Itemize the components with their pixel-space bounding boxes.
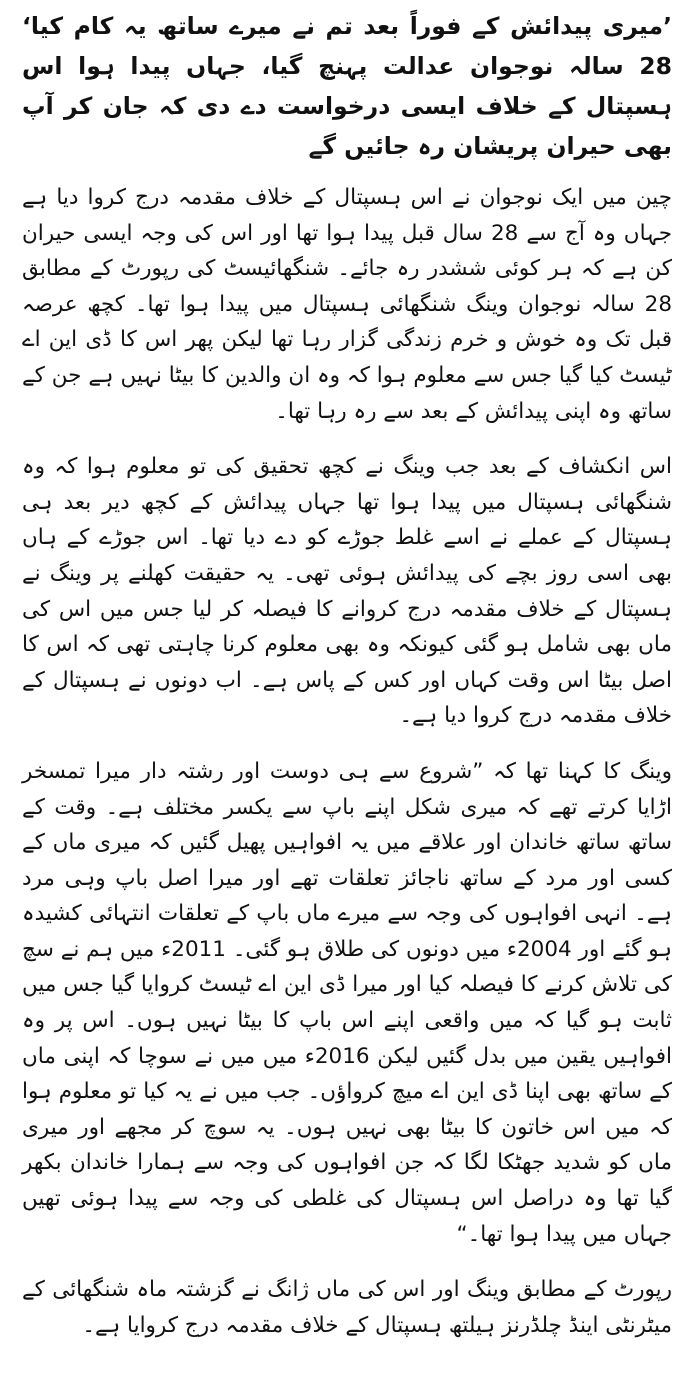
article-paragraph-3: وینگ کا کہنا تھا کہ ”شروع سے ہی دوست اور رشتہ دار میرا تمسخر اڑایا کرتے تھے کہ میری شکل اپنے باپ سے یکسر مختلف ہے۔ وقت کے ساتھ ساتھ خاندان اور علاقے میں یہ افواہیں پھیل گئیں کہ میری ماں کے کسی اور مرد کے ساتھ ناجائز تعلقات تھے اور میرا اصل باپ وہی مرد ہے۔ انہی افواہوں کی وجہ سے میرے ماں باپ کے تعلقات انتہائی کشیدہ ہو گئے اور 2004ء میں دونوں کی طلاق ہو گئی۔ 2011ء میں ہم نے سچ کی تلاش کرنے کا فیصلہ کیا اور میرا ڈی این اے ٹیسٹ کروایا گیا جس میں ثابت ہو گیا کہ میں واقعی اپنے اس باپ کا بیٹا نہیں ہوں۔ اس پر وہ افواہیں یقین میں بدل گئیں لیکن 2016ء میں میں نے سوچا کہ اپنی ماں کے ساتھ بھی اپنا ڈی این اے میچ کرواؤں۔ جب میں نے یہ کیا تو معلوم ہوا کہ میں اس خاتون کا بیٹا بھی نہیں ہوں۔ یہ سوچ کر مجھے اور میری ماں کو شدید جھٹکا لگا کہ جن افواہوں کی وجہ سے ہمارا خاندان بکھر گیا تھا وہ دراصل اس ہسپتال کی غلطی کی وجہ سے پیدا ہوئی تھیں جہاں میں پیدا ہوا تھا۔“ [22, 758, 672, 1247]
article-headline: ’میری پیدائش کے فوراً بعد تم نے میرے ساتھ یہ کام کیا‘ 28 سالہ نوجوان عدالت پہنچ گیا، جہاں پیدا ہوا اس ہسپتال کے خلاف ایسی درخواست دے دی کہ جان کر آپ بھی حیران پریشان رہ جائیں گے [22, 12, 672, 160]
article-paragraph-4: رپورٹ کے مطابق وینگ اور اس کی ماں ژانگ نے گزشتہ ماہ شنگھائی کے میٹرنٹی اینڈ چلڈرنز ہیلتھ ہسپتال کے خلاف مقدمہ درج کروایا ہے۔ [22, 1277, 672, 1338]
article-paragraph-1: چین میں ایک نوجوان نے اس ہسپتال کے خلاف مقدمہ درج کروا دیا ہے جہاں وہ آج سے 28 سال قبل پیدا ہوا تھا اور اس کی وجہ ایسی حیران کن ہے کہ ہر کوئی ششدر رہ جائے۔ شنگھائیسٹ کی رپورٹ کے مطابق 28 سالہ نوجوان وینگ شنگھائی ہسپتال میں پیدا ہوا تھا۔ کچھ عرصہ قبل تک وہ خوش و خرم زندگی گزار رہا تھا لیکن پھر اس کا ڈی این اے ٹیسٹ کیا گیا جس سے معلوم ہوا کہ وہ ان والدین کا بیٹا نہیں ہے جن کے ساتھ وہ اپنی پیدائش کے بعد سے رہ رہا تھا۔ [22, 185, 673, 424]
article-paragraph-2: اس انکشاف کے بعد جب وینگ نے کچھ تحقیق کی تو معلوم ہوا کہ وہ شنگھائی ہسپتال میں پیدا ہوا تھا جہاں پیدائش کے کچھ دیر بعد ہی ہسپتال کے عملے نے اسے غلط جوڑے کو دے دیا تھا۔ اس جوڑے کے ہاں بھی اسی روز بچے کی پیدائش ہوئی تھی۔ یہ حقیقت کھلنے پر وینگ نے ہسپتال کے خلاف مقدمہ درج کروانے کا فیصلہ کر لیا جس میں اس کی ماں بھی شامل ہو گئی کیونکہ وہ بھی معلوم کرنا چاہتی تھی کہ اس کا اصل بیٹا اس وقت کہاں اور کس کے پاس ہے۔ اب دونوں نے ہسپتال کے خلاف مقدمہ درج کروا دیا ہے۔ [22, 454, 672, 729]
article [22, 6, 672, 1363]
